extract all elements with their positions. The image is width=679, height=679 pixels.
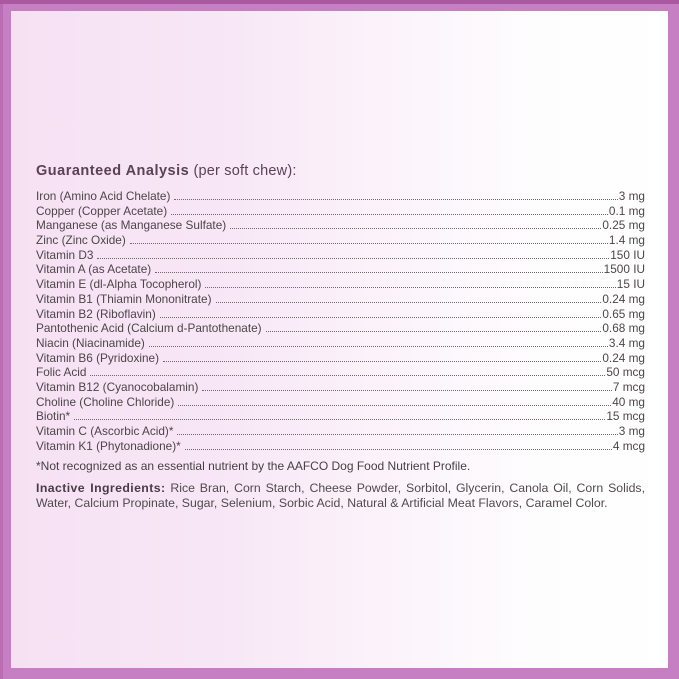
analysis-row bbox=[36, 262, 645, 277]
nutrient-label: Zinc (Zinc Oxide) bbox=[36, 233, 126, 248]
analysis-row bbox=[36, 409, 645, 424]
dot-leader bbox=[171, 214, 608, 215]
dot-leader bbox=[177, 434, 617, 435]
aafco-footnote: *Not recognized as an essential nutrient by the AAFCO Dog Food Nutrient Profile. bbox=[36, 459, 471, 474]
nutrient-value: 0.25 mg bbox=[602, 218, 645, 233]
analysis-row bbox=[36, 321, 645, 336]
nutrient-label: Folic Acid bbox=[36, 365, 87, 380]
analysis-row bbox=[36, 218, 645, 233]
analysis-row bbox=[36, 277, 645, 292]
analysis-row bbox=[36, 292, 645, 307]
nutrient-label: Choline (Choline Chloride) bbox=[36, 394, 175, 409]
nutrient-value: 15 IU bbox=[616, 277, 645, 292]
nutrient-value: 3 mg bbox=[618, 189, 645, 203]
nutrient-label: Niacin (Niacinamide) bbox=[36, 335, 145, 350]
inactive-ingredients-text: Rice Bran, Corn Starch, Cheese Powder, Sorbitol, Glycerin, Canola Oil, Corn Solids, Water, Calcium Propinate, Sugar, Selenium, Sorbic Acid, Natural & Artificial Meat Flavors, Caramel Color. bbox=[36, 481, 645, 511]
nutrient-label: Vitamin B1 (Thiamin Mononitrate) bbox=[36, 291, 212, 306]
nutrient-label: Vitamin C (Ascorbic Acid)* bbox=[36, 424, 174, 438]
nutrient-value: 3.4 mg bbox=[608, 335, 645, 350]
dot-leader bbox=[178, 405, 611, 406]
nutrient-value: 0.65 mg bbox=[602, 306, 645, 321]
dot-leader bbox=[149, 346, 608, 347]
nutrient-value: 0.68 mg bbox=[602, 321, 645, 336]
analysis-row bbox=[36, 351, 645, 366]
nutrient-value: 7 mcg bbox=[612, 379, 645, 394]
dot-leader bbox=[97, 258, 609, 259]
dot-leader bbox=[205, 287, 615, 288]
analysis-row bbox=[36, 204, 645, 219]
dot-leader bbox=[155, 272, 602, 273]
nutrient-value: 1500 IU bbox=[603, 262, 645, 277]
analysis-row bbox=[36, 336, 645, 351]
nutrient-value: 4 mcg bbox=[612, 438, 645, 453]
dot-leader bbox=[74, 419, 605, 420]
label-content bbox=[36, 11, 645, 511]
dot-leader bbox=[230, 228, 601, 229]
nutrient-value: 1.4 mg bbox=[608, 233, 645, 248]
dot-leader bbox=[202, 390, 611, 391]
per-soft-chew-note: (per soft chew): bbox=[193, 163, 297, 179]
analysis-row bbox=[36, 365, 645, 380]
nutrient-label: Copper (Copper Acetate) bbox=[36, 203, 168, 218]
analysis-row bbox=[36, 248, 645, 263]
inactive-ingredients-label: Inactive Ingredients: bbox=[36, 481, 166, 496]
nutrient-value: 3 mg bbox=[618, 424, 645, 438]
analysis-row bbox=[36, 395, 645, 410]
dot-leader bbox=[266, 331, 602, 332]
nutrient-label: Manganese (as Manganese Sulfate) bbox=[36, 218, 227, 233]
dot-leader bbox=[90, 375, 605, 376]
border-top-accent bbox=[0, 0, 679, 4]
border-left-accent bbox=[0, 0, 3, 679]
nutrient-value: 0.1 mg bbox=[608, 203, 645, 218]
nutrient-value: 150 IU bbox=[610, 247, 645, 262]
nutrient-value: 0.24 mg bbox=[602, 291, 645, 306]
analysis-row bbox=[36, 380, 645, 395]
nutrient-label: Vitamin B2 (Riboflavin) bbox=[36, 306, 156, 321]
analysis-rows bbox=[36, 189, 645, 453]
nutrient-label: Vitamin B12 (Cyanocobalamin) bbox=[36, 379, 199, 394]
nutrient-value: 50 mcg bbox=[606, 365, 645, 380]
nutrient-value: 15 mcg bbox=[606, 409, 645, 424]
nutrient-label: Vitamin K1 (Phytonadione)* bbox=[36, 438, 181, 453]
dot-leader bbox=[185, 449, 612, 450]
nutrient-label: Biotin* bbox=[36, 409, 71, 424]
analysis-row bbox=[36, 233, 645, 248]
guaranteed-analysis-heading bbox=[36, 162, 645, 181]
analysis-row bbox=[36, 439, 645, 454]
nutrient-label: Vitamin D3 bbox=[36, 247, 94, 262]
nutrient-label: Vitamin E (dl-Alpha Tocopherol) bbox=[36, 277, 202, 292]
inactive-ingredients bbox=[36, 481, 645, 511]
analysis-row bbox=[36, 307, 645, 322]
dot-leader bbox=[174, 199, 617, 200]
nutrient-label: Iron (Amino Acid Chelate) bbox=[36, 189, 171, 203]
nutrient-label: Pantothenic Acid (Calcium d-Pantothenate) bbox=[36, 321, 262, 336]
analysis-row bbox=[36, 189, 645, 204]
guaranteed-analysis-title: Guaranteed Analysis bbox=[36, 163, 190, 179]
dot-leader bbox=[130, 243, 608, 244]
analysis-row bbox=[36, 424, 645, 439]
nutrient-label: Vitamin A (as Acetate) bbox=[36, 262, 152, 277]
dot-leader bbox=[163, 361, 601, 362]
nutrient-value: 40 mg bbox=[612, 394, 645, 409]
dot-leader bbox=[216, 302, 602, 303]
dot-leader bbox=[160, 317, 602, 318]
nutrient-label: Vitamin B6 (Pyridoxine) bbox=[36, 350, 160, 365]
nutrient-value: 0.24 mg bbox=[602, 350, 645, 365]
